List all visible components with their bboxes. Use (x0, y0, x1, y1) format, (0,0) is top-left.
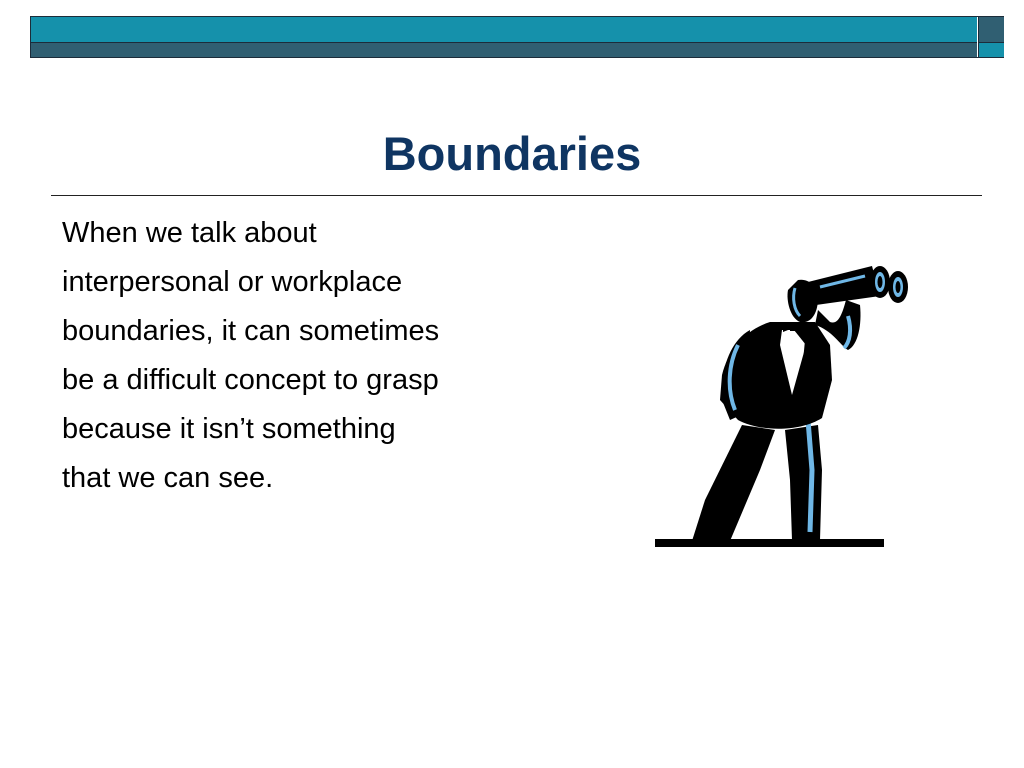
header-band-corner-square-top (978, 17, 1004, 43)
header-band-bottom-stripe (31, 43, 977, 57)
title-divider (51, 195, 982, 196)
header-band-corner-square-bottom (978, 43, 1004, 57)
body-line: boundaries, it can sometimes (62, 315, 440, 347)
man-with-binoculars-icon (640, 255, 920, 555)
body-line: because it isn’t something (62, 413, 396, 445)
body-line: that we can see. (62, 462, 274, 494)
body-line: interpersonal or workplace (62, 266, 403, 298)
header-band-top-stripe (31, 17, 977, 43)
body-line: When we talk about (62, 217, 317, 249)
header-decorative-band (30, 16, 1004, 58)
slide-title: Boundaries (382, 127, 642, 180)
body-line: be a difficult concept to grasp (62, 364, 439, 396)
slide-body-text (62, 209, 522, 503)
